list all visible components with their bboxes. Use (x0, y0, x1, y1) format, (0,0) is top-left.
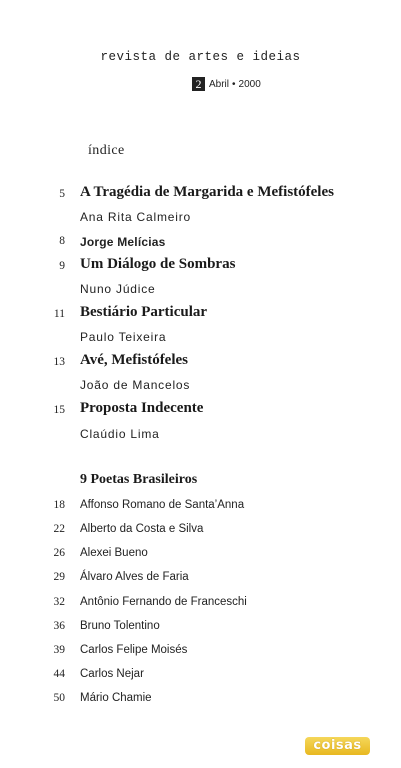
toc-entry[interactable] (0, 186, 401, 206)
toc-page-number: 15 (53, 404, 65, 416)
poet-entry[interactable] (0, 644, 401, 664)
toc-author: João de Mancelos (80, 378, 191, 392)
toc-page-number: 9 (59, 260, 65, 272)
toc-author-row (0, 427, 401, 447)
toc-title: Avé, Mefistófeles (80, 352, 189, 368)
poet-name: Mário Chamie (80, 692, 152, 704)
poet-name: Alberto da Costa e Silva (80, 523, 204, 535)
toc-page-number: 5 (59, 188, 65, 200)
poet-entry[interactable] (0, 692, 401, 712)
poet-page-number: 29 (53, 571, 65, 583)
toc-author-row (0, 330, 401, 350)
poet-entry[interactable] (0, 547, 401, 567)
poet-name: Carlos Felipe Moisés (80, 644, 188, 656)
toc-title: A Tragédia de Margarida e Mefistófeles (80, 184, 334, 200)
poet-page-number: 44 (53, 668, 65, 680)
poet-name: Bruno Tolentino (80, 620, 160, 632)
poet-entry[interactable] (0, 620, 401, 640)
poet-entry[interactable] (0, 596, 401, 616)
toc-title: Bestiário Particular (80, 304, 208, 320)
magazine-tagline: revista de artes e ideias (100, 50, 301, 64)
index-heading: índice (88, 143, 125, 158)
toc-entry[interactable] (0, 354, 401, 374)
issue-year: 2000 (238, 78, 261, 90)
section-title: 9 Poetas Brasileiros (80, 472, 198, 487)
toc-author-row (0, 378, 401, 398)
toc-author-row (0, 282, 401, 302)
toc-entry[interactable] (0, 258, 401, 278)
poet-page-number: 26 (53, 547, 65, 559)
site-watermark-logo: coisas (305, 737, 370, 755)
toc-page-number: 13 (53, 356, 65, 368)
poet-name: Antônio Fernando de Franceschi (80, 596, 247, 608)
toc-title: Um Diálogo de Sombras (80, 256, 236, 272)
poet-page-number: 50 (53, 692, 65, 704)
toc-entry[interactable] (0, 235, 401, 255)
toc-entry[interactable] (0, 306, 401, 326)
poet-name: Álvaro Alves de Faria (80, 571, 189, 583)
bullet-separator: • (232, 78, 236, 90)
toc-author-row (0, 210, 401, 230)
toc-author: Claúdio Lima (80, 427, 160, 441)
toc-entry[interactable] (0, 402, 401, 422)
toc-title: Proposta Indecente (80, 400, 204, 416)
issue-info (192, 77, 261, 91)
poet-entry[interactable] (0, 571, 401, 591)
poet-page-number: 39 (53, 644, 65, 656)
toc-author: Paulo Teixeira (80, 330, 167, 344)
issue-month: Abril (209, 78, 230, 90)
poet-entry[interactable] (0, 668, 401, 688)
poet-page-number: 32 (53, 596, 65, 608)
poet-page-number: 22 (53, 523, 65, 535)
poet-name: Alexei Bueno (80, 547, 148, 559)
toc-page-number: 11 (53, 308, 65, 320)
poet-entry[interactable] (0, 499, 401, 519)
toc-author: Nuno Júdice (80, 282, 156, 296)
poet-page-number: 18 (53, 499, 65, 511)
poet-page-number: 36 (53, 620, 65, 632)
toc-author: Jorge Melícias (80, 235, 166, 249)
poet-name: Affonso Romano de Santa’Anna (80, 499, 245, 511)
poet-entry[interactable] (0, 523, 401, 543)
toc-page-number: 8 (59, 235, 65, 247)
issue-number-badge: 2 (192, 77, 205, 91)
toc-author: Ana Rita Calmeiro (80, 210, 191, 224)
poet-name: Carlos Nejar (80, 668, 144, 680)
